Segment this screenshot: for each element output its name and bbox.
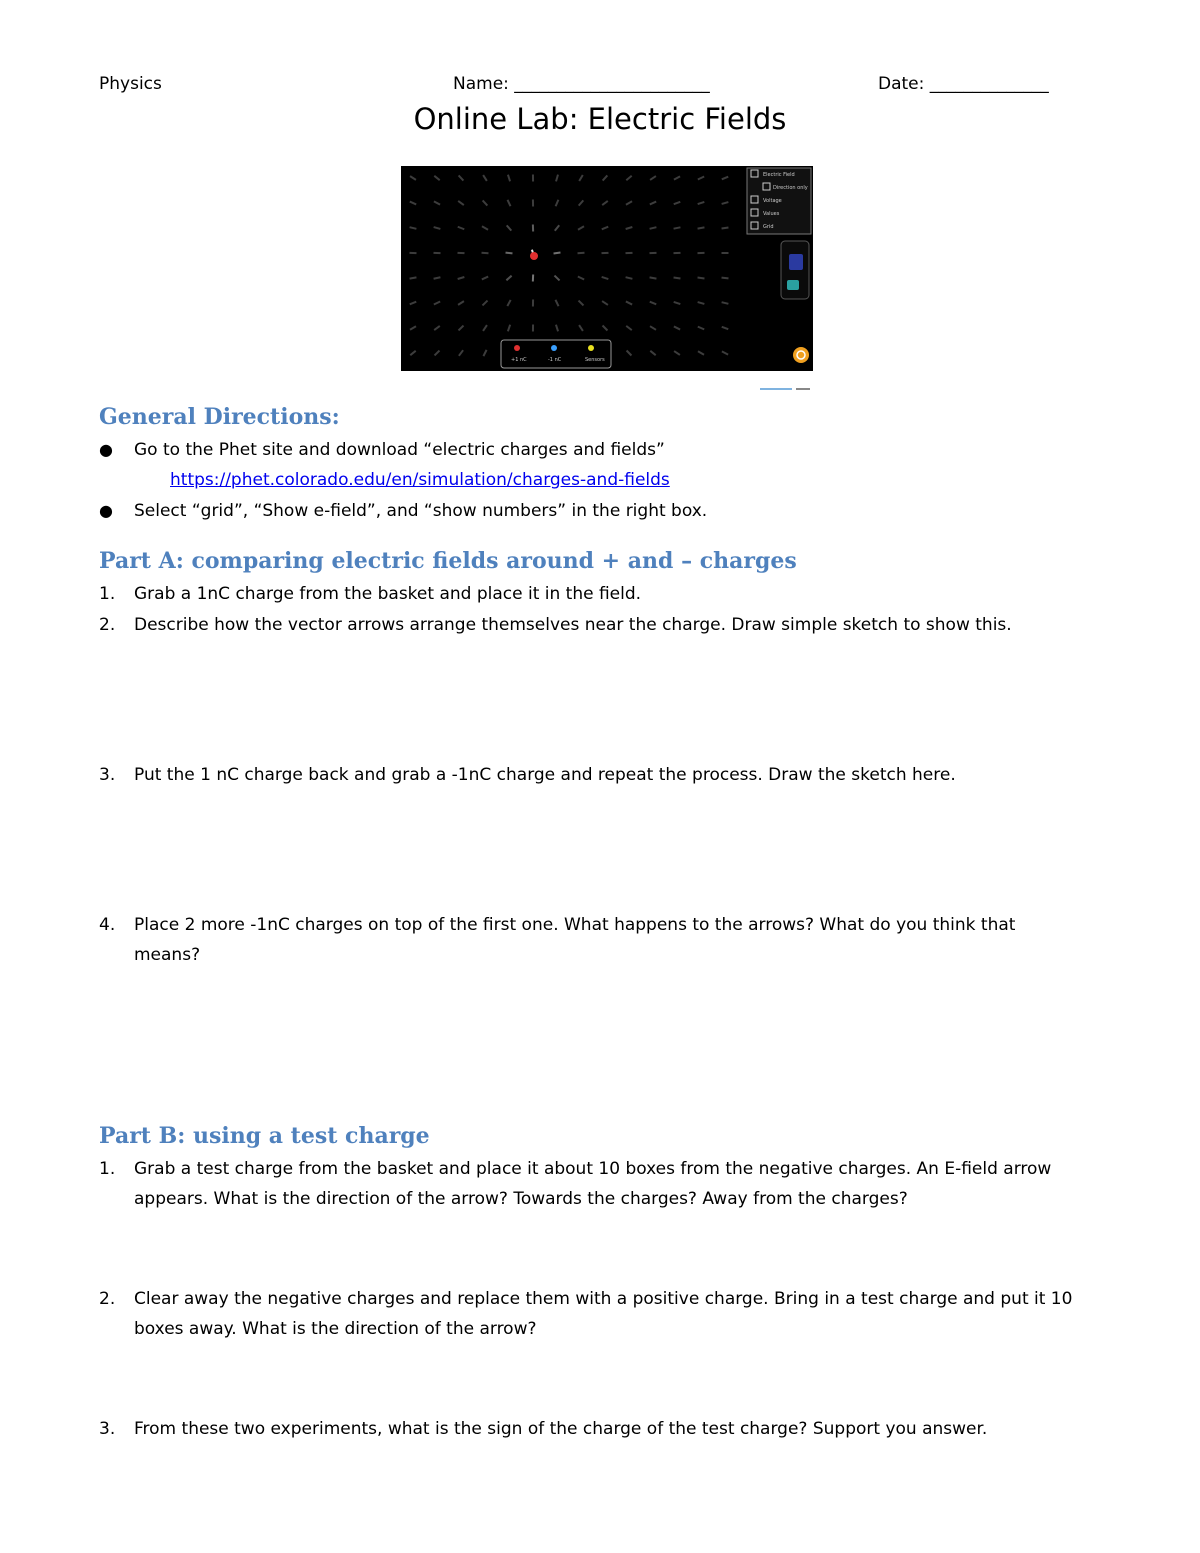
field-arrow: [483, 175, 487, 181]
field-arrow: [458, 301, 464, 305]
field-arrow: [459, 326, 464, 331]
field-arrow: [506, 253, 513, 254]
field-arrow: [627, 350, 632, 355]
field-arrow: [722, 278, 729, 279]
part-b-heading: Part B: using a test charge: [99, 1123, 430, 1149]
field-arrow: [458, 227, 465, 230]
tape-measure-icon: [787, 280, 799, 290]
field-arrow: [722, 351, 728, 354]
field-arrow: [698, 227, 705, 228]
part-b-item-3-number: 3.: [99, 1419, 116, 1439]
field-arrow: [674, 326, 680, 329]
field-arrow: [556, 325, 558, 332]
field-arrow: [458, 201, 464, 205]
field-arrow: [722, 327, 729, 329]
field-arrow: [650, 277, 657, 278]
field-arrow: [698, 302, 705, 304]
field-arrow: [434, 326, 440, 330]
part-a-item-4-number: 4.: [99, 915, 116, 935]
field-arrow: [482, 226, 488, 229]
general-directions-heading: General Directions:: [99, 404, 340, 430]
field-arrow: [722, 302, 729, 304]
field-arrow: [410, 351, 415, 355]
bullet-icon: ●: [99, 440, 113, 459]
field-arrow: [579, 325, 583, 331]
field-arrow: [458, 277, 465, 279]
field-arrow: [674, 302, 681, 304]
field-arrow: [483, 350, 486, 356]
field-arrow: [410, 202, 416, 205]
field-arrow: [434, 277, 441, 279]
field-arrow: [410, 277, 417, 278]
field-arrow: [603, 175, 608, 180]
field-arrow: [578, 226, 584, 230]
electric-field-simulation-image: [401, 166, 813, 371]
field-arrow: [555, 300, 558, 306]
field-arrow: [434, 176, 439, 180]
field-arrow: [674, 351, 680, 355]
field-arrow: [698, 202, 705, 204]
field-arrow: [459, 350, 463, 356]
field-arrows-graphic: [401, 166, 813, 371]
field-arrow: [483, 325, 487, 331]
part-a-item-1: Grab a 1nC charge from the basket and place it in the field.: [134, 584, 642, 604]
field-arrow: [410, 176, 416, 180]
field-arrow: [722, 177, 728, 180]
field-arrow: [698, 327, 704, 330]
field-arrow: [434, 201, 440, 204]
directions-step-download: Go to the Phet site and download “electric charges and fields”: [134, 440, 665, 460]
field-arrow: [554, 276, 559, 281]
part-a-heading: Part A: comparing electric fields around + and – charges: [99, 548, 797, 574]
reset-button: [793, 347, 809, 363]
date-field-label: Date: ______________: [878, 74, 1049, 94]
field-arrow: [602, 201, 608, 205]
field-arrow: [626, 277, 633, 279]
field-arrow: [507, 225, 512, 230]
field-arrow: [556, 200, 559, 206]
field-arrow: [674, 227, 681, 228]
field-arrow: [555, 225, 559, 230]
basket-charge: [551, 345, 557, 351]
field-arrow: [410, 227, 417, 229]
part-a-item-2-number: 2.: [99, 615, 116, 635]
field-arrow: [650, 227, 657, 229]
field-arrow: [650, 351, 655, 355]
field-arrow: [434, 301, 440, 304]
field-arrow: [578, 277, 584, 280]
field-arrow: [459, 175, 464, 180]
field-arrow: [482, 301, 487, 306]
field-arrow: [626, 326, 632, 330]
field-arrow: [722, 202, 729, 204]
panel-item-label: Values: [763, 211, 780, 217]
panel-item-label: Voltage: [763, 198, 782, 204]
field-arrow: [674, 277, 681, 278]
field-arrow: [626, 301, 632, 304]
field-arrow: [602, 227, 609, 230]
field-arrow: [508, 325, 510, 332]
field-arrow: [508, 175, 510, 182]
field-arrow: [650, 202, 656, 205]
part-b-item-1: Grab a test charge from the basket and place it about 10 boxes from the negative charges. An E-field arrow appears. What is the direction of the arrow? Towards the charges? Away from the charges?: [134, 1159, 1052, 1209]
part-a-item-2: Describe how the vector arrows arrange themselves near the charge. Draw simple sketch to show this.: [134, 615, 1012, 635]
field-arrow: [482, 277, 488, 280]
field-arrow: [507, 300, 510, 306]
positive-charge-marker: [530, 252, 538, 260]
basket-label: +1 nC: [511, 357, 527, 363]
phet-simulation-link[interactable]: https://phet.colorado.edu/en/simulation/charges-and-fields: [170, 470, 670, 490]
field-arrow: [603, 326, 608, 331]
field-arrow: [626, 227, 633, 229]
field-arrow: [434, 227, 441, 229]
field-arrow: [698, 278, 705, 279]
field-arrow: [508, 200, 511, 206]
field-arrow: [650, 176, 656, 180]
field-arrow: [698, 351, 704, 355]
basket-charge: [588, 345, 594, 351]
part-b-item-2-number: 2.: [99, 1289, 116, 1309]
field-arrow: [410, 326, 416, 330]
part-a-item-4: Place 2 more -1nC charges on top of the first one. What happens to the arrows? What do you think that means?: [134, 915, 1016, 965]
field-arrow: [650, 302, 657, 305]
course-label: Physics: [99, 74, 162, 94]
panel-item-label: Electric Field: [763, 172, 795, 178]
field-arrow: [602, 277, 609, 279]
field-arrow: [483, 200, 488, 205]
part-b-item-1-number: 1.: [99, 1159, 116, 1179]
name-field-label: Name: _______________________: [453, 74, 710, 94]
field-arrow: [579, 200, 584, 205]
charge-basket: [501, 340, 611, 368]
part-a-item-3-number: 3.: [99, 765, 116, 785]
field-arrow: [602, 301, 608, 305]
part-b-item-3: From these two experiments, what is the sign of the charge of the test charge? Support you answer.: [134, 1419, 988, 1439]
bullet-icon: ●: [99, 501, 113, 520]
field-arrow: [410, 302, 417, 305]
field-arrow: [674, 176, 680, 179]
basket-charge: [514, 345, 520, 351]
field-arrow: [579, 175, 583, 181]
field-arrow: [506, 276, 511, 281]
field-arrow: [435, 351, 440, 356]
part-a-item-1-number: 1.: [99, 584, 116, 604]
page-title: Online Lab: Electric Fields: [413, 102, 787, 136]
voltmeter-icon: [789, 254, 803, 270]
field-arrow: [650, 326, 656, 330]
directions-step-select: Select “grid”, “Show e-field”, and “show numbers” in the right box.: [134, 501, 708, 521]
field-arrow: [556, 175, 558, 182]
field-arrow: [554, 253, 561, 254]
field-arrow: [722, 227, 729, 228]
panel-item-label: Grid: [763, 224, 774, 230]
basket-label: -1 nC: [548, 357, 562, 363]
field-arrow: [626, 176, 631, 180]
field-arrow: [698, 177, 704, 180]
field-arrow: [579, 301, 584, 306]
basket-label: Sensors: [585, 357, 605, 363]
part-a-item-3: Put the 1 nC charge back and grab a -1nC charge and repeat the process. Draw the sketch here.: [134, 765, 956, 785]
image-caption-mark: [760, 376, 812, 379]
field-arrow: [674, 202, 681, 204]
part-b-item-2: Clear away the negative charges and replace them with a positive charge. Bring in a test charge and put it 10 boxes away. What is the direction of the arrow?: [134, 1289, 1073, 1339]
panel-item-label: Direction only: [773, 185, 808, 191]
field-arrow: [626, 201, 632, 204]
